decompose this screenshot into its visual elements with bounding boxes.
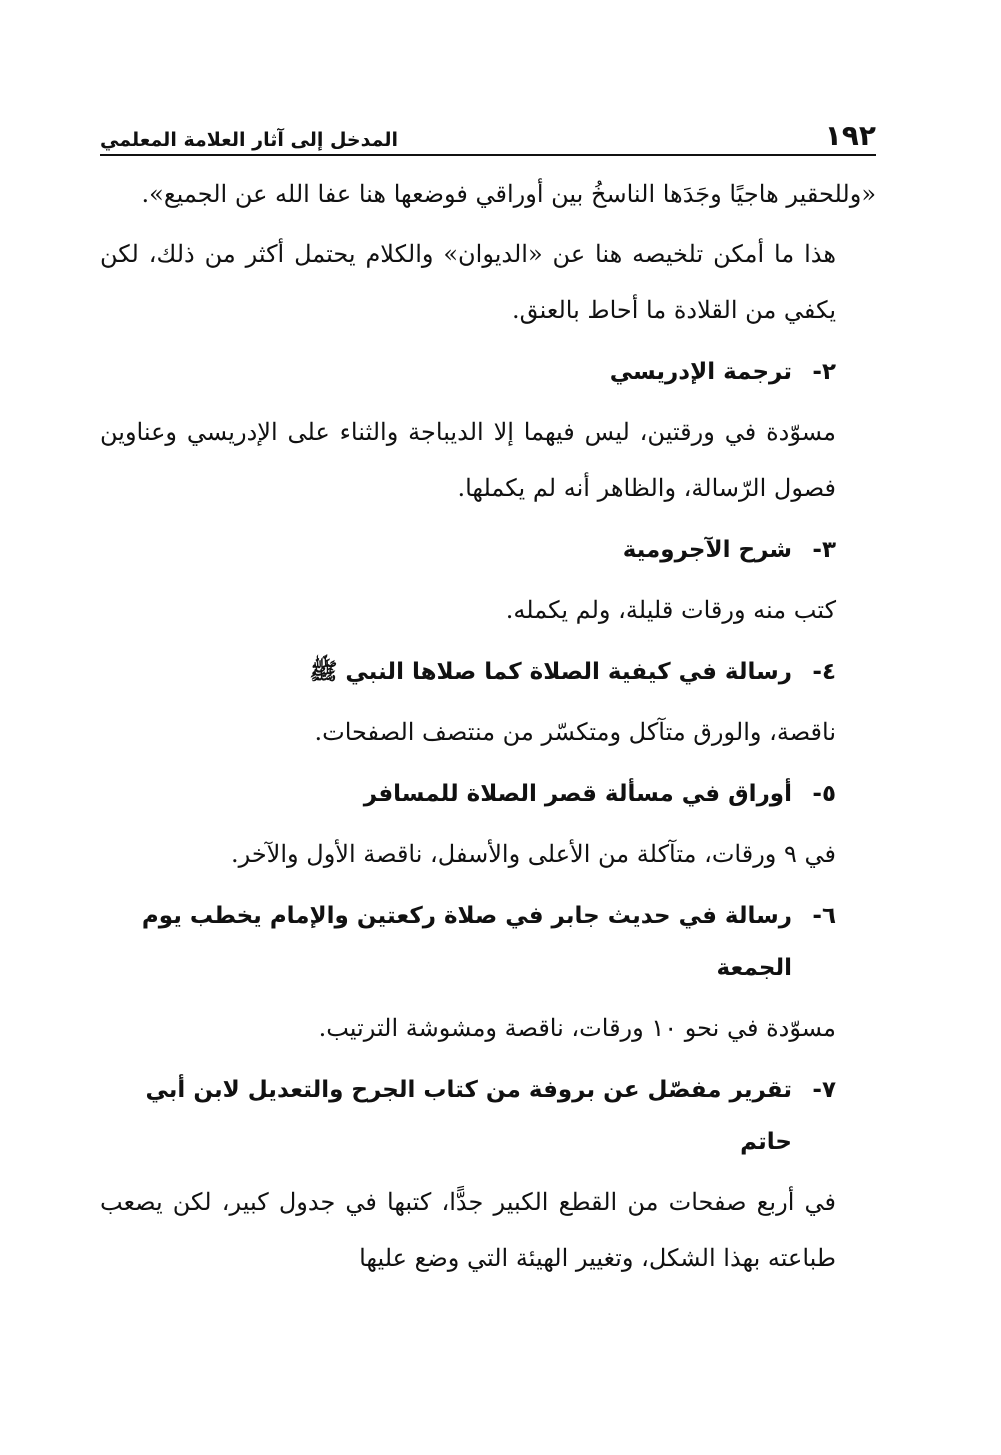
entry-body: في ٩ ورقات، متآكلة من الأعلى والأسفل، ناقصة الأول والآخر. <box>230 840 836 868</box>
entry-title-text: ترجمة الإدريسي <box>609 359 792 385</box>
entry-3 <box>100 524 876 638</box>
entry-7 <box>100 1064 876 1286</box>
entry-body: مسوّدة في ورقتين، ليس فيهما إلا الديباجة والثناء على الإدريسي وعناوين فصول الرّسالة، والظاهر أنه لم يكملها. <box>100 418 836 502</box>
entry-2 <box>100 346 876 516</box>
entry-number: ٢- <box>812 359 836 385</box>
entry-number: ٥- <box>812 781 836 807</box>
entry-title-text: أوراق في مسألة قصر الصلاة للمسافر <box>363 781 792 807</box>
entry-number: ٧- <box>812 1077 836 1103</box>
running-title: المدخل إلى آثار العلامة المعلمي <box>100 129 398 151</box>
page-content <box>100 166 876 1286</box>
entry-title-text: تقرير مفصّل عن بروفة من كتاب الجرح والتعديل لابن أبي حاتم <box>145 1077 792 1155</box>
entry-title-text: رسالة في كيفية الصلاة كما صلاها النبي ﷺ <box>309 659 792 685</box>
entry-title <box>100 646 876 698</box>
entry-title <box>100 890 876 994</box>
entry-title <box>100 768 876 820</box>
page-header <box>100 110 876 156</box>
entry-4 <box>100 646 876 760</box>
page-number: ١٩٢ <box>824 119 876 152</box>
entry-number: ٤- <box>812 659 836 685</box>
entry-title <box>100 1064 876 1168</box>
entry-body: مسوّدة في نحو ١٠ ورقات، ناقصة ومشوشة الترتيب. <box>318 1014 836 1042</box>
entry-body: في أربع صفحات من القطع الكبير جدًّا، كتبها في جدول كبير، لكن يصعب طباعته بهذا الشكل، وتغيير الهيئة التي وضع عليها <box>100 1188 836 1272</box>
entry-title <box>100 346 876 398</box>
entry-body: كتب منه ورقات قليلة، ولم يكمله. <box>505 596 836 624</box>
entry-body: ناقصة، والورق متآكل ومتكسّر من منتصف الصفحات. <box>314 718 836 746</box>
entry-number: ٦- <box>812 903 836 929</box>
entry-number: ٣- <box>812 537 836 563</box>
opening-quote: «وللحقير هاجيًا وجَدَها الناسخُ بين أوراقي فوضعها هنا عفا الله عن الجميع». <box>141 180 876 208</box>
book-page <box>100 110 876 1286</box>
entry-title <box>100 524 876 576</box>
entry-title-text: رسالة في حديث جابر في صلاة ركعتين والإمام يخطب يوم الجمعة <box>141 903 792 981</box>
entry-title-text: شرح الآجرومية <box>622 537 792 563</box>
entry-6 <box>100 890 876 1056</box>
entry-5 <box>100 768 876 882</box>
summary-paragraph: هذا ما أمكن تلخيصه هنا عن «الديوان» والكلام يحتمل أكثر من ذلك، لكن يكفي من القلادة ما أحاط بالعنق. <box>100 240 836 324</box>
